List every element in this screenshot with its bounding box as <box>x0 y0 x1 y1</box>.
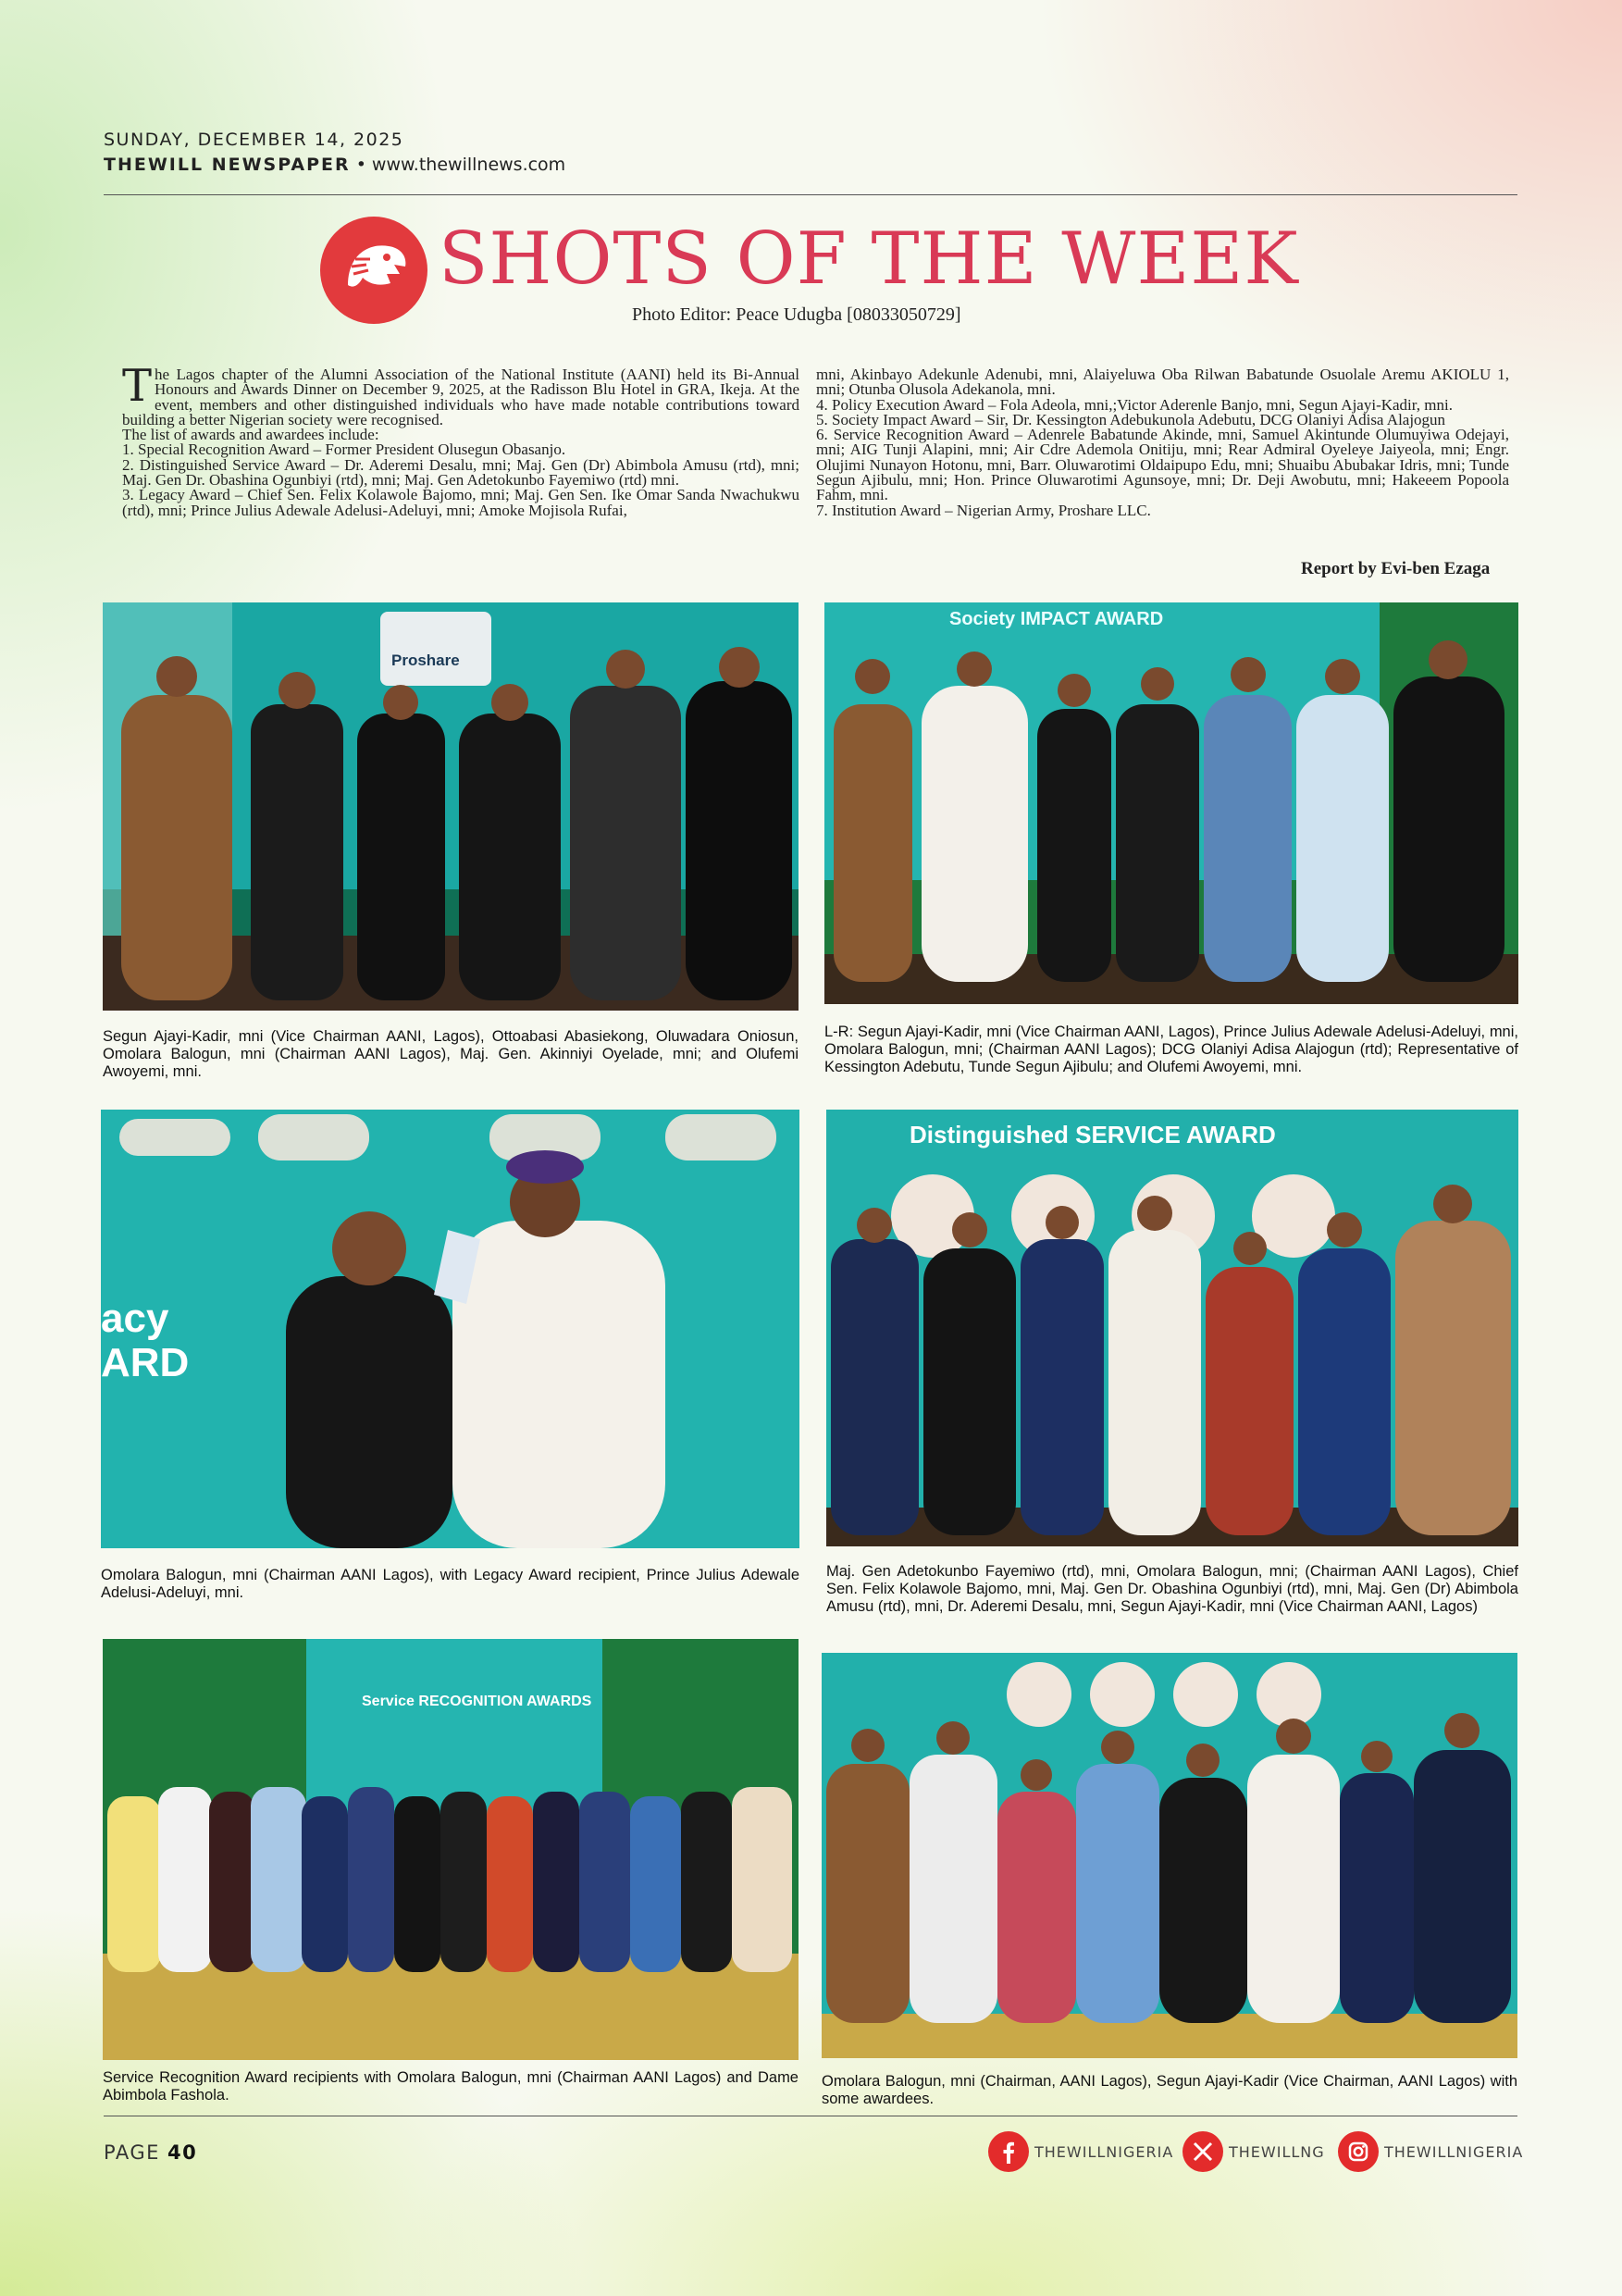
photo-3[interactable] <box>101 1110 799 1548</box>
photo-1[interactable] <box>103 602 799 1011</box>
eagle-logo-icon <box>320 217 427 324</box>
top-divider <box>104 194 1517 195</box>
report-byline: Report by Evi-ben Ezaga <box>1301 559 1491 578</box>
photo-3-caption: Omolara Balogun, mni (Chairman AANI Lagos), with Legacy Award recipient, Prince Julius Adewale Adelusi-Adeluyi, mni. <box>101 1567 799 1601</box>
banner-legacy-award: acy ARD <box>101 1296 190 1385</box>
photo-1-caption: Segun Ajayi-Kadir, mni (Vice Chairman AANI, Lagos), Ottoabasi Abasiekong, Oluwadara Oniosun, Omolara Balogun, mni (Chairman AANI Lagos), Maj. Gen. Akinniyi Oyelade, mni; and Olufemi Awoyemi, mni. <box>103 1028 799 1080</box>
award-item-3: 3. Legacy Award – Chief Sen. Felix Kolawole Bajomo, mni; Maj. Gen Sen. Ike Omar Sanda Nwachukwu (rtd), mni; Prince Julius Adewale Adelusi-Adeluyi, mni; Amoke Mojisola Rufai, <box>122 486 799 519</box>
award-item-3-continued: mni, Akinbayo Adekunle Adenubi, mni, Alaiyeluwa Oba Rilwan Babatunde Osuolale Aremu AKIOLU 1, mni; Otunba Olusola Adekanola, mni. <box>816 366 1509 399</box>
award-item-1: 1. Special Recognition Award – Former President Olusegun Obasanjo. <box>122 441 566 459</box>
website-link[interactable]: • www.thewillnews.com <box>355 155 566 175</box>
award-item-7: 7. Institution Award – Nigerian Army, Proshare LLC. <box>816 501 1151 519</box>
award-item-2: 2. Distinguished Service Award – Dr. Aderemi Desalu, mni; Maj. Gen (Dr) Abimbola Amusu (rtd), mni; Maj. Gen Dr. Obashina Ogunbiyi (rtd), mni; Maj. Gen Adetokunbo Fayemiwo (rtd) mni. <box>122 455 799 490</box>
article-column-left <box>122 360 799 519</box>
facebook-handle[interactable] <box>988 2131 1173 2172</box>
instagram-label: THEWILLNIGERIA <box>1384 2142 1524 2161</box>
facebook-icon <box>988 2131 1029 2172</box>
photo-editor-credit: Photo Editor: Peace Udugba [08033050729] <box>632 304 961 325</box>
photo-5-caption: Service Recognition Award recipients with Omolara Balogun, mni (Chairman AANI Lagos) and Dame Abimbola Fashola. <box>103 2069 799 2104</box>
photo-4-caption: Maj. Gen Adetokunbo Fayemiwo (rtd), mni, Omolara Balogun, mni; (Chairman AANI Lagos), Chief Sen. Felix Kolawole Bajomo, mni, Maj. Gen Dr. Obashina Ogunbiyi (rtd), mni, Maj. Gen (Dr) Abimbola Amusu (rtd), mni, Dr. Aderemi Desalu, mni, Segun Ajayi-Kadir, mni (Vice Chairman AANI, Lagos) <box>826 1563 1518 1615</box>
banner-service-recognition: Service RECOGNITION AWARDS <box>362 1694 592 1709</box>
photo-6-caption: Omolara Balogun, mni (Chairman, AANI Lagos), Segun Ajayi-Kadir (Vice Chairman, AANI Lagos) with some awardees. <box>822 2073 1517 2107</box>
article-column-right <box>816 367 1509 518</box>
instagram-handle[interactable] <box>1338 2131 1523 2172</box>
banner-society-impact: Society IMPACT AWARD <box>949 609 1164 629</box>
award-item-6: 6. Service Recognition Award – Adenrele Babatunde Akinde, mni, Samuel Akintunde Olumuyiwa Odejayi, mni; AIG Tunji Alapini, mni; Air Cdre Ademola Onitiju, mni; Rear Admiral Oyeleye Jaiyeola, mni; Engr. Olujimi Nunayon Hotonu, mni, Barr. Oluwarotimi Oldaipupo Edu, mni; Shuaibu Abubakar Idris, mni; Tunde Segun Ajibulu, mni; Hon. Prince Oluwarotimi Agunsoye, mni; Dr. Deji Awobutu, mni; Hakeeem Popoola Fahm, mni. <box>816 426 1509 504</box>
awards-list-intro: The list of awards and awardees include: <box>122 426 379 444</box>
banner-proshare: Proshare <box>391 652 460 669</box>
photo-2[interactable] <box>824 602 1518 1004</box>
award-item-4: 4. Policy Execution Award – Fola Adeola, mni,;Victor Aderenle Banjo, mni, Segun Ajayi-Kadir, mni. <box>816 395 1453 414</box>
photo-4[interactable] <box>826 1110 1518 1546</box>
x-icon <box>1182 2131 1223 2172</box>
page-number: PAGE 40 <box>104 2141 198 2164</box>
photo-5[interactable] <box>103 1639 799 2060</box>
award-item-5: 5. Society Impact Award – Sir, Dr. Kessington Adebukunola Adebutu, DCG Olaniyi Adisa Alajogun <box>816 410 1446 428</box>
banner-distinguished-service: Distinguished SERVICE AWARD <box>910 1121 1276 1148</box>
article-intro: The Lagos chapter of the Alumni Association of the National Institute (AANI) held its Bi-Annual Honours and Awards Dinner on December 9, 2025, at the Radisson Blu Hotel in GRA, Ikeja. At the event, members and other distinguished individuals who have made notable contributions toward building a better Nigerian society were recognised. <box>122 360 799 428</box>
facebook-label: THEWILLNIGERIA <box>1034 2142 1174 2161</box>
x-handle[interactable] <box>1182 2131 1325 2172</box>
photo-6[interactable] <box>822 1653 1517 2058</box>
newspaper-masthead <box>104 155 565 175</box>
page-title: SHOTS OF THE WEEK <box>439 217 1299 301</box>
issue-date: SUNDAY, DECEMBER 14, 2025 <box>104 130 404 150</box>
x-label: THEWILLNG <box>1229 2142 1325 2161</box>
photo-2-caption: L-R: Segun Ajayi-Kadir, mni (Vice Chairman AANI, Lagos), Prince Julius Adewale Adelusi-Adeluyi, mni, Omolara Balogun, mni; (Chairman AANI Lagos); DCG Olaniyi Adisa Alajogun (rtd); Representative of Kessington Adebutu, Tunde Segun Ajibulu; and Olufemi Awoyemi, mni. <box>824 1024 1518 1075</box>
paper-name: THEWILL NEWSPAPER <box>104 155 351 175</box>
drop-cap: T <box>122 360 153 412</box>
instagram-icon <box>1338 2131 1379 2172</box>
